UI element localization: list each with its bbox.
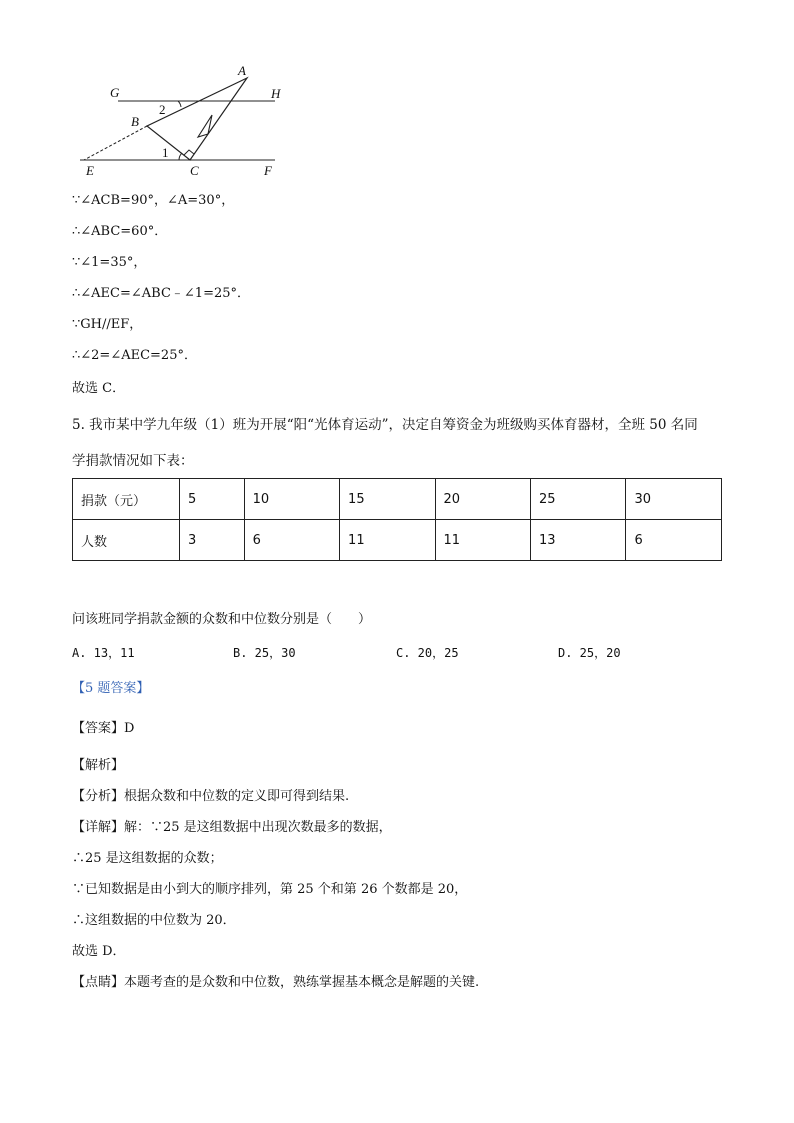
table-cell: 10 <box>244 479 339 520</box>
geometry-figure <box>72 60 292 185</box>
table-cell: 6 <box>626 520 722 561</box>
detail-line-3: ∵已知数据是由小到大的顺序排列，第 25 个和第 26 个数都是 20， <box>72 882 468 897</box>
label-h: H <box>271 86 281 101</box>
table-cell: 25 <box>530 479 625 520</box>
right-angle-mark <box>184 150 194 155</box>
detail-line-1: 【详解】解：∵25 是这组数据中出现次数最多的数据， <box>72 820 392 835</box>
option-a: A. 13，11 <box>72 646 135 660</box>
table-cell: 15 <box>340 479 435 520</box>
table-cell: 30 <box>626 479 722 520</box>
label-a: A <box>238 63 246 78</box>
label-b: B <box>131 114 139 129</box>
solution-line-5: ∵GH//EF， <box>72 317 143 332</box>
inner-triangle <box>198 115 212 137</box>
table-cell: 13 <box>530 520 625 561</box>
table-cell: 捐款（元） <box>73 479 180 520</box>
detail-line-5: 故选 D． <box>72 944 126 959</box>
solution-line-2: ∴∠ABC=60°． <box>72 224 168 239</box>
answer-line: 【答案】D <box>72 721 135 736</box>
question-5-ask: 问该班同学捐款金额的众数和中位数分别是（ ） <box>72 612 372 627</box>
table-cell: 6 <box>244 520 339 561</box>
donation-table <box>72 478 722 561</box>
dianjing-line: 【点睛】本题考查的是众数和中位数，熟练掌握基本概念是解题的关键. <box>72 975 480 990</box>
option-c: C. 20，25 <box>396 646 459 660</box>
label-angle-1: 1 <box>162 145 169 160</box>
table-cell: 5 <box>180 479 245 520</box>
label-c: C <box>190 163 199 178</box>
angle-1-arc <box>179 153 182 160</box>
detail-line-4: ∴这组数据的中位数为 20． <box>72 913 236 928</box>
label-angle-2: 2 <box>159 102 166 117</box>
question-5-stem-line-2: 学捐款情况如下表： <box>72 453 194 469</box>
solution-line-6: ∴∠2=∠AEC=25°． <box>72 348 197 363</box>
table-cell: 人数 <box>73 520 180 561</box>
option-d: D. 25，20 <box>558 646 621 660</box>
table-row <box>73 479 722 520</box>
table-cell: 3 <box>180 520 245 561</box>
table-cell: 20 <box>435 479 530 520</box>
label-e: E <box>86 163 94 178</box>
answer-heading: 【5 题答案】 <box>72 681 150 696</box>
label-g: G <box>110 85 120 100</box>
table-row <box>73 520 722 561</box>
solution-choice: 故选 C． <box>72 381 126 396</box>
parallel-lines-triangle-diagram <box>72 60 292 185</box>
solution-line-1: ∵∠ACB=90°，∠A=30°， <box>72 193 235 208</box>
table-cell: 11 <box>435 520 530 561</box>
analysis-heading: 【解析】 <box>72 758 125 773</box>
dashed-extension-be <box>84 126 147 160</box>
question-5-stem-line-1: 5. 我市某中学九年级（1）班为开展“阳“光体育运动”，决定自筹资金为班级购买体育器材，全班 50 名同 <box>72 417 698 433</box>
option-b: B. 25，30 <box>233 646 296 660</box>
solution-line-4: ∴∠AEC=∠ABC﹣∠1=25°． <box>72 286 251 301</box>
label-f: F <box>264 163 272 178</box>
table-cell: 11 <box>340 520 435 561</box>
analysis-fenxi: 【分析】根据众数和中位数的定义即可得到结果. <box>72 789 350 804</box>
angle-2-arc <box>178 101 181 107</box>
solution-line-3: ∵∠1=35°， <box>72 255 147 270</box>
detail-line-2: ∴25 是这组数据的众数； <box>72 851 223 866</box>
